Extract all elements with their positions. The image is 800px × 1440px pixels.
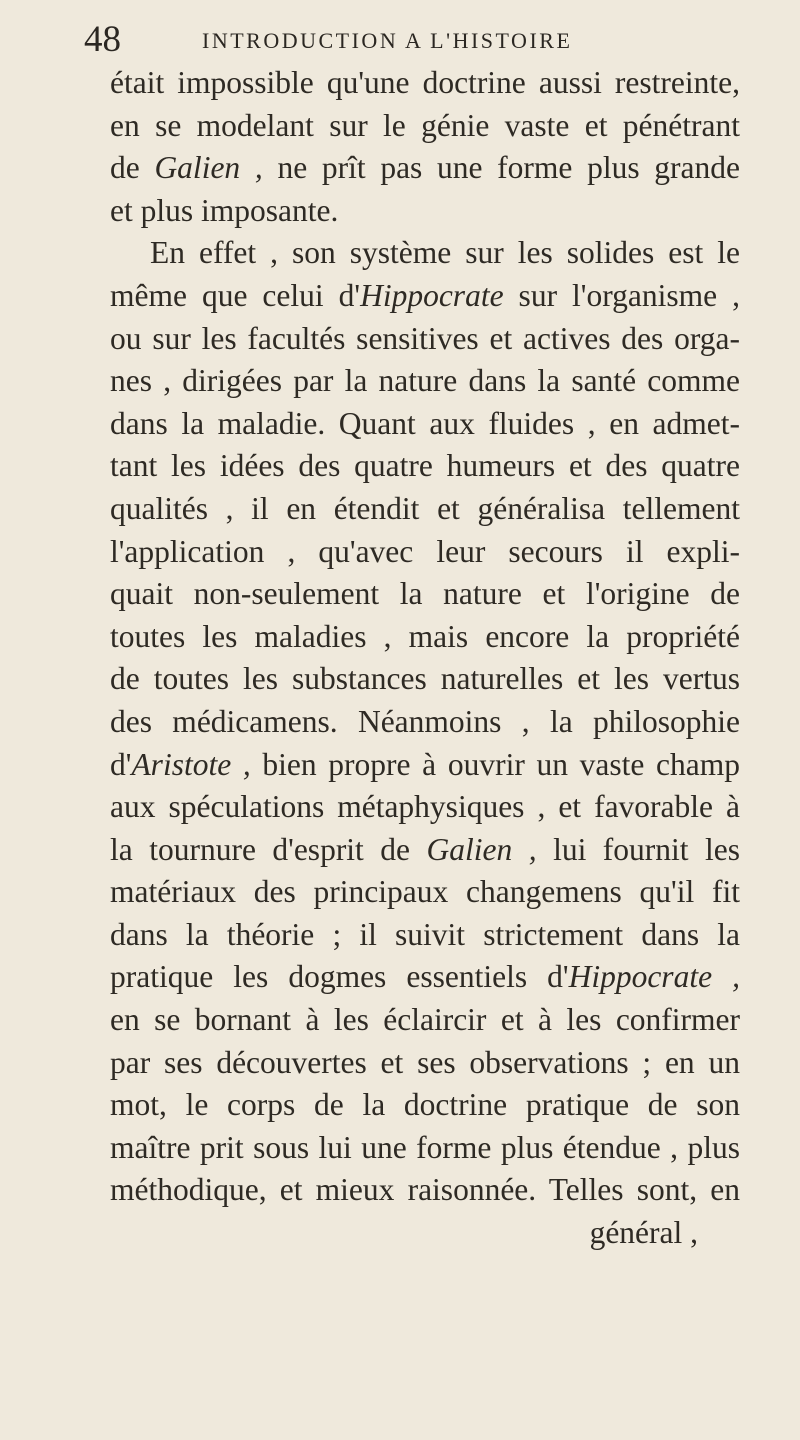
text-line: maître prit sous lui une forme plus étendue , plus (110, 1129, 740, 1165)
text-line: mot, le corps de la doctrine pratique de son (110, 1087, 740, 1123)
text-line: En effet , son système sur les solides est le (150, 235, 740, 271)
text-line: même que celui d'Hippocrate sur l'organisme , (110, 277, 740, 313)
italic-name: Hippocrate (360, 277, 504, 313)
italic-name: Hippocrate , (568, 959, 740, 995)
text-line: tant les idées des quatre humeurs et des quatre (110, 448, 740, 484)
text-line: d'Aristote , bien propre à ouvrir un vaste champ (110, 746, 741, 782)
text-line: toutes les maladies , mais encore la propriété (110, 618, 740, 654)
body-text (110, 62, 740, 1255)
text-line: ou sur les facultés sensitives et actives des orga- (110, 320, 740, 356)
text-line: en se modelant sur le génie vaste et pénétrant (110, 107, 740, 143)
text-line: général , (589, 1215, 698, 1251)
text-line: par ses découvertes et ses observations ; en un (110, 1044, 740, 1080)
page-header (84, 18, 740, 62)
text-line: des médicamens. Néanmoins , la philosophie (110, 703, 740, 739)
text-line: qualités , il en étendit et généralisa tellement (110, 490, 740, 526)
page-number: 48 (84, 19, 121, 60)
text-line: quait non-seulement la nature et l'origine de (110, 576, 740, 612)
text-line: dans la maladie. Quant aux fluides , en admet- (110, 405, 740, 441)
text-line: de Galien , ne prît pas une forme plus grande (110, 150, 741, 186)
text-line: dans la théorie ; il suivit strictement dans la (110, 916, 740, 952)
text-line: aux spéculations métaphysiques , et favorable à (110, 789, 740, 825)
text-line: l'application , qu'avec leur secours il expli- (110, 533, 740, 569)
text-line: était impossible qu'une doctrine aussi restreinte, (110, 65, 740, 100)
text-line: méthodique, et mieux raisonnée. Telles sont, en (110, 1172, 740, 1208)
text-line: la tournure d'esprit de Galien , lui fournit les (110, 831, 741, 867)
text-line: en se bornant à les éclaircir et à les confirmer (110, 1002, 740, 1038)
text-line: matériaux des principaux changemens qu'il fit (110, 874, 740, 910)
text-line: de toutes les substances naturelles et les vertus (110, 661, 740, 697)
text-line: nes , dirigées par la nature dans la santé comme (110, 363, 740, 399)
text-line: pratique les dogmes essentiels d'Hippocrate , (110, 959, 740, 995)
running-head: INTRODUCTION A L'HISTOIRE (202, 28, 573, 53)
italic-name: Galien , (154, 150, 263, 186)
italic-name: Aristote , (131, 746, 251, 782)
italic-name: Galien , (426, 831, 537, 867)
text-line: et plus imposante. (110, 192, 339, 228)
